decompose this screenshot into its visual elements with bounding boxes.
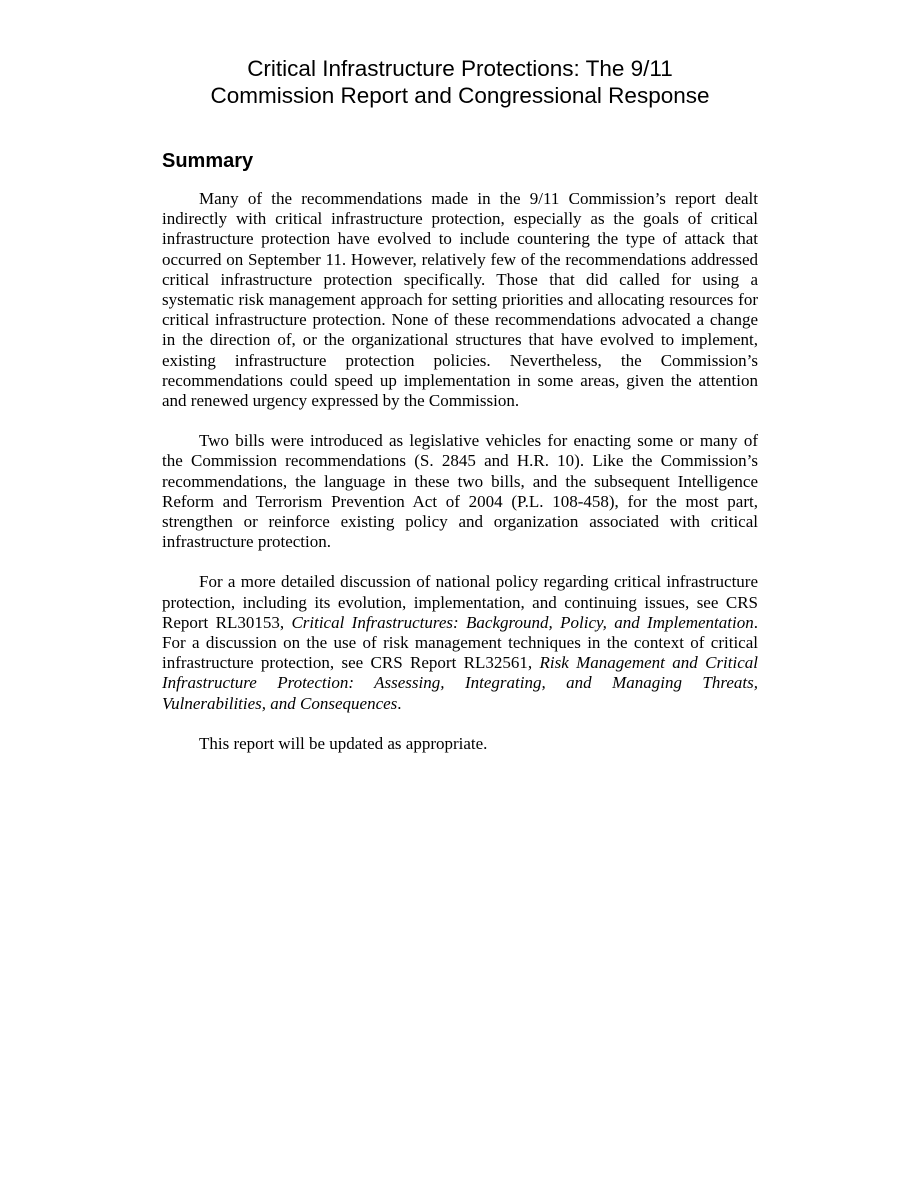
report-title-line-1: Critical Infrastructure Protections: The 9/11 bbox=[247, 56, 673, 81]
crs-report-rl32561-title: Risk Management and Critical Infrastructure Protection: Assessing, Integrating, and Managing Threats, Vulnerabilities, and Consequences bbox=[162, 653, 758, 713]
paragraph-3-text-2: . For a discussion on the use of risk management techniques in the context of critical infrastructure protection, see CRS Report RL32561, bbox=[162, 612, 758, 673]
report-page bbox=[162, 55, 758, 754]
closing-note: This report will be updated as appropriate. bbox=[199, 733, 488, 753]
summary-paragraph-3 bbox=[162, 572, 758, 713]
paragraph-3-text-1: For a more detailed discussion of national policy regarding critical infrastructure protection, including its evolution, implementation, and continuing issues, see CRS Report RL30153, bbox=[162, 572, 758, 632]
summary-paragraph-1: Many of the recommendations made in the 9/11 Commission’s report dealt indirectly with critical infrastructure protection, especially as the goals of critical infrastructure protection have evolved to include countering the type of attack that occurred on September 11. However, relatively few of the recommendations addressed critical infrastructure protection specifically. Those that did called for using a systematic risk management approach for setting priorities and allocating resources for critical infrastructure protection. None of these recommendations advocated a change in the direction of, or the organizational structures that have evolved to implement, existing infrastructure protection policies. Nevertheless, the Commission’s recommendations could speed up implementation in some areas, given the attention and renewed urgency expressed by the Commission. bbox=[162, 189, 758, 411]
summary-heading: Summary bbox=[162, 150, 254, 172]
paragraph-3-text-3: . bbox=[397, 693, 402, 713]
report-title-line-2: Commission Report and Congressional Response bbox=[210, 83, 710, 108]
summary-paragraph-2: Two bills were introduced as legislative vehicles for enacting some or many of the Commission recommendations (S. 2845 and H.R. 10). Like the Commission’s recommendations, the language in these two bills, and the subsequent Intelligence Reform and Terrorism Prevention Act of 2004 (P.L. 108-458), for the most part, strengthen or reinforce existing policy and organization associated with critical infrastructure protection. bbox=[162, 431, 758, 552]
report-title bbox=[162, 55, 758, 109]
crs-report-rl30153-title: Critical Infrastructures: Background, Policy, and Implementation bbox=[291, 612, 754, 632]
